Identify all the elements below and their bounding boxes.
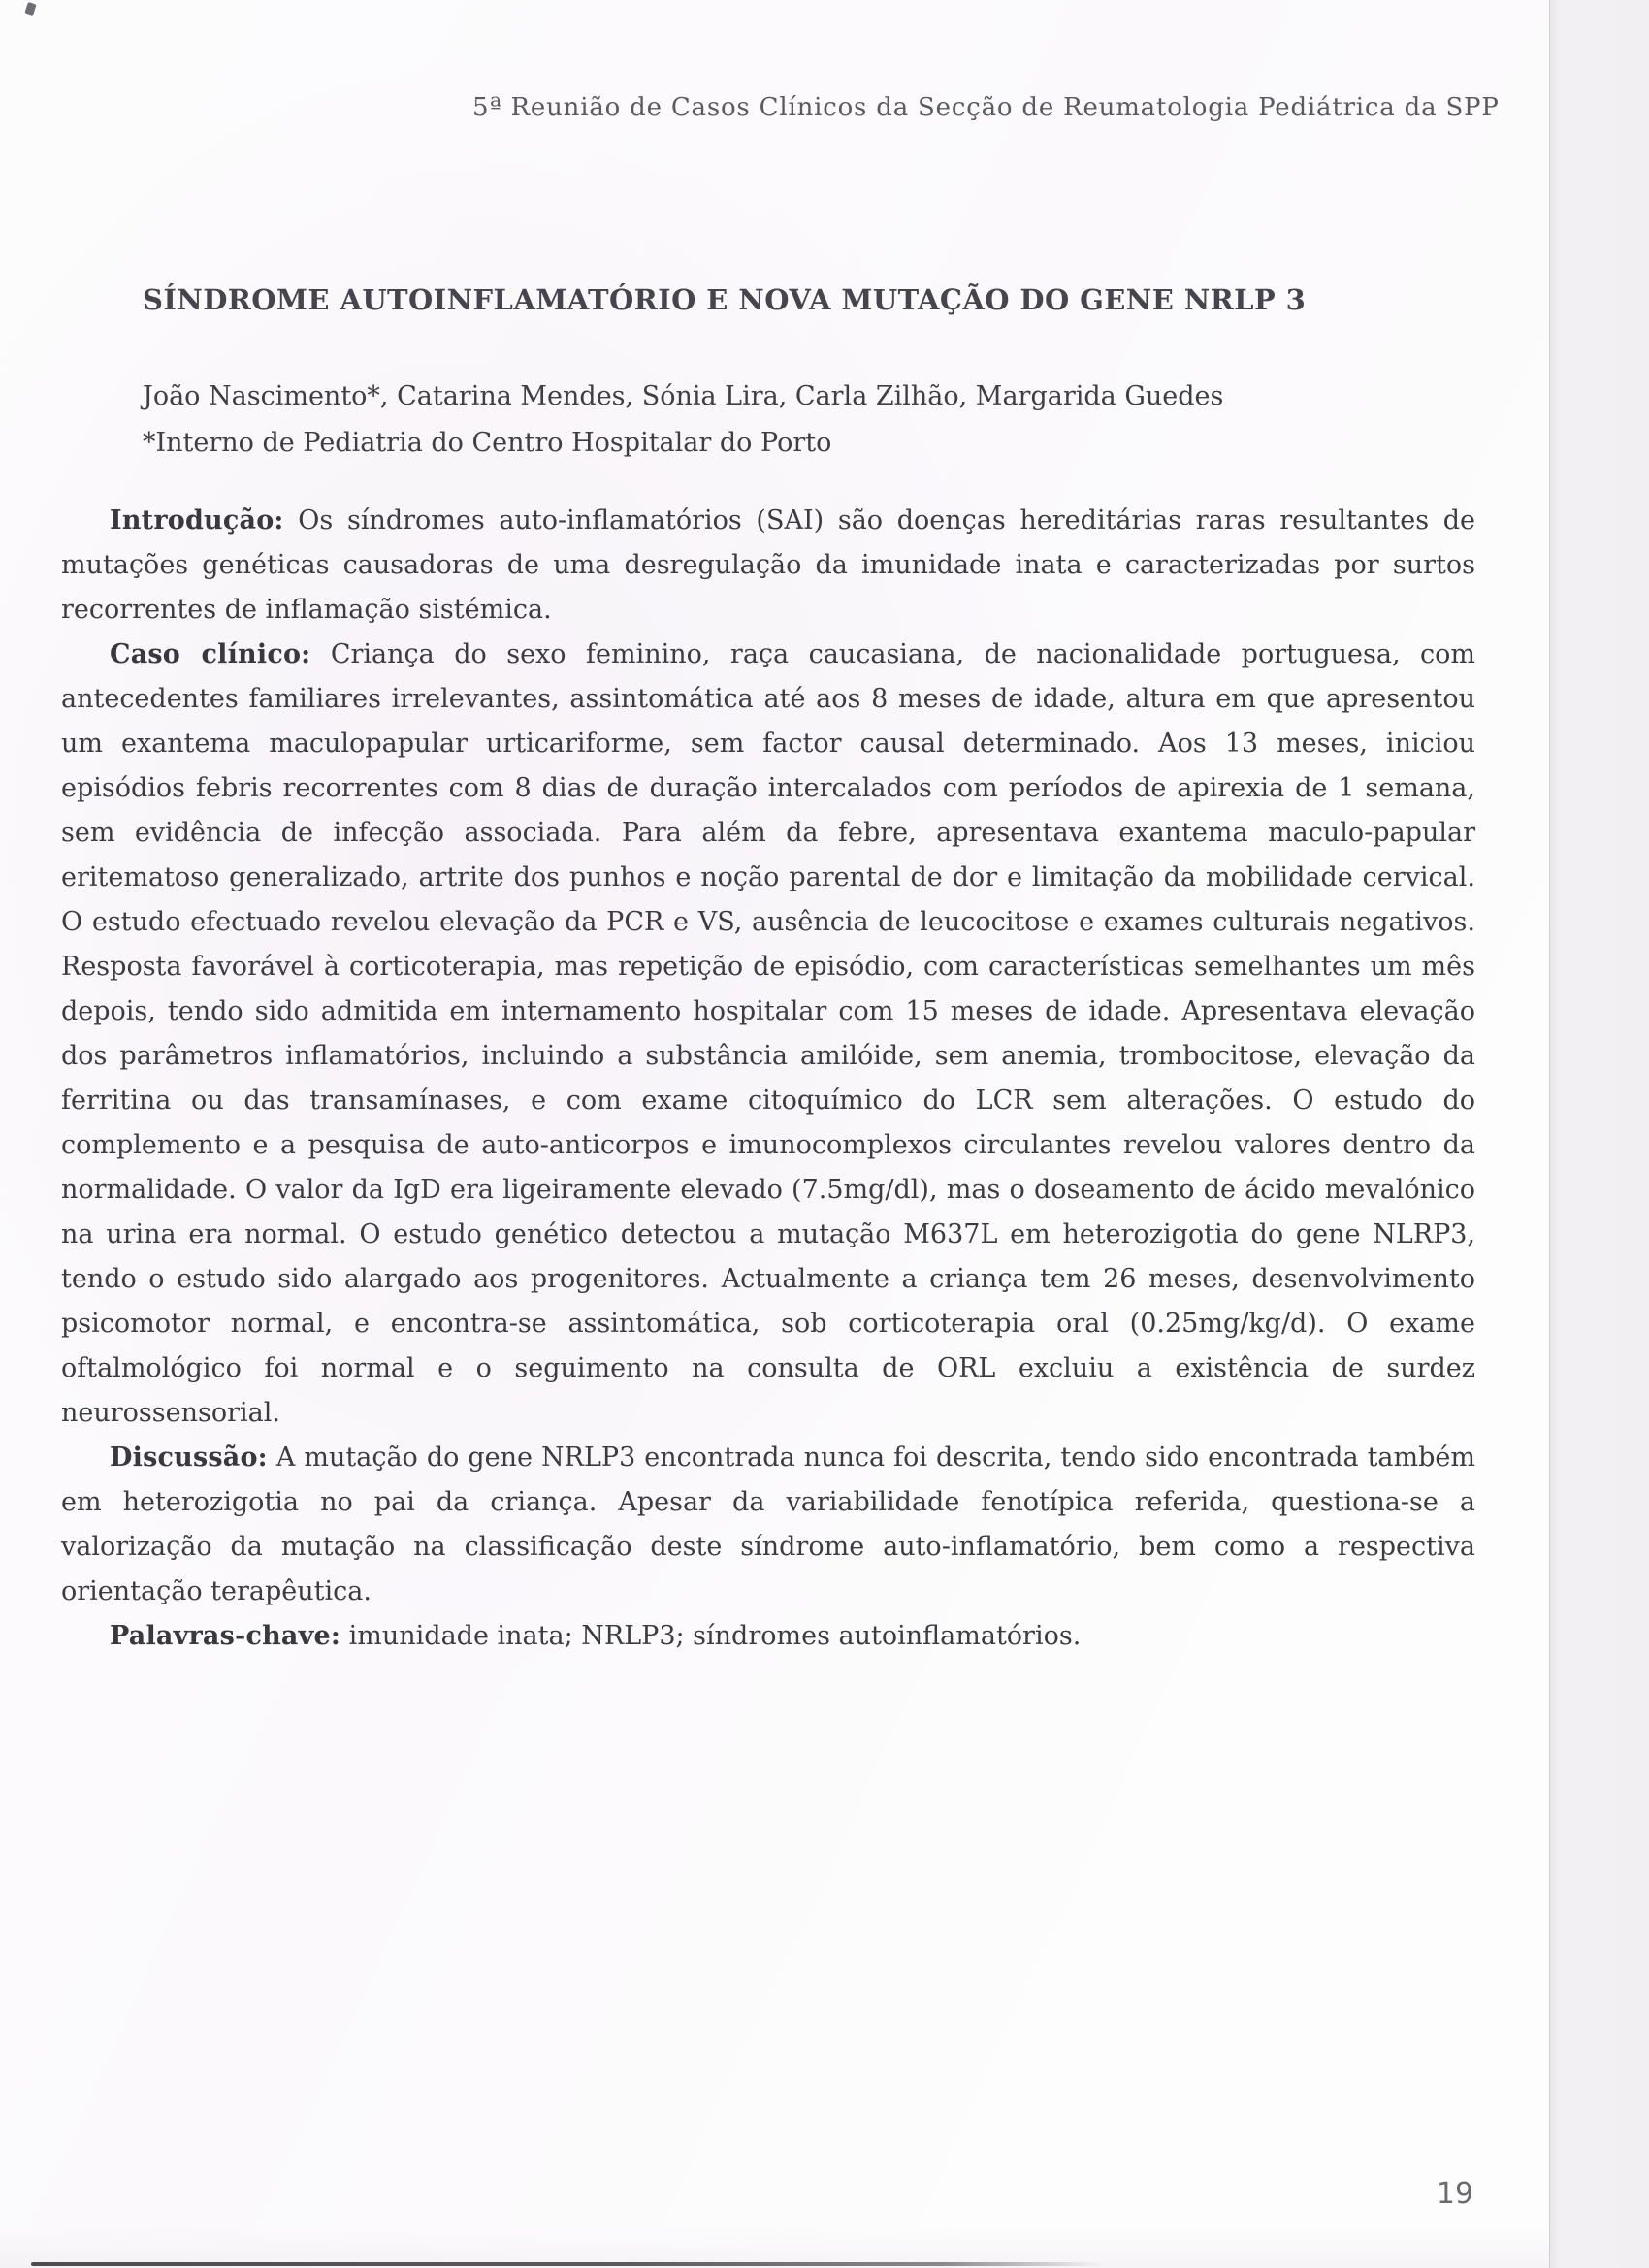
section-text-introducao: Os síndromes auto-inflamatórios (SAI) são doenças hereditárias raras resultantes de mutações genéticas causadoras de uma desregulação da imunidade inata e caracterizadas por surtos recorrentes de inflamação sistémica. [61, 505, 1475, 625]
scan-artifact-line [31, 2262, 1103, 2266]
abstract-body [61, 499, 1475, 1659]
paragraph-caso-clinico [61, 632, 1475, 1436]
paragraph-discussao [61, 1436, 1475, 1614]
affiliation-line: *Interno de Pediatria do Centro Hospitalar do Porto [143, 428, 832, 458]
authors-line: João Nascimento*, Catarina Mendes, Sónia Lira, Carla Zilhão, Margarida Guedes [143, 381, 1224, 411]
section-label-discussao: Discussão: [110, 1442, 268, 1473]
section-text-caso-clinico: Criança do sexo feminino, raça caucasiana, de nacionalidade portuguesa, com antecedentes familiares irrelevantes, assintomática até aos 8 meses de idade, altura em que apresentou um exantema maculopapular urticariforme, sem factor causal determinado. Aos 13 meses, iniciou episódios febris recorrentes com 8 dias de duração intercalados com períodos de apirexia de 1 semana, sem evidência de infecção associada. Para além da febre, apresentava exantema maculo-papular eritematoso generalizado, artrite dos punhos e noção parental de dor e limitação da mobilidade cervical. O estudo efectuado revelou elevação da PCR e VS, ausência de leucocitose e exames culturais negativos. Resposta favorável à corticoterapia, mas repetição de episódio, com características semelhantes um mês depois, tendo sido admitida em internamento hospitalar com 15 meses de idade. Apresentava elevação dos parâmetros inflamatórios, incluindo a substância amilóide, sem anemia, trombocitose, elevação da ferritina ou das transamínases, e com exame citoquímico do LCR sem alterações. O estudo do complemento e a pesquisa de auto-anticorpos e imunocomplexos circulantes revelou valores dentro da normalidade. O valor da IgD era ligeiramente elevado (7.5mg/dl), mas o doseamento de ácido mevalónico na urina era normal. O estudo genético detectou a mutação M637L em heterozigotia do gene NLRP3, tendo o estudo sido alargado aos progenitores. Actualmente a criança tem 26 meses, desenvolvimento psicomotor normal, e encontra-se assintomática, sob corticoterapia oral (0.25mg/kg/d). O exame oftalmológico foi normal e o seguimento na consulta de ORL excluiu a existência de surdez neurossensorial. [61, 639, 1476, 1428]
section-label-palavras-chave: Palavras-chave: [110, 1621, 341, 1651]
section-text-discussao: A mutação do gene NRLP3 encontrada nunca foi descrita, tendo sido encontrada também em heterozigotia no pai da criança. Apesar da variabilidade fenotípica referida, questiona-se a valorização da mutação na classificação deste síndrome auto-inflamatório, bem como a respectiva orientação terapêutica. [61, 1442, 1475, 1606]
section-text-palavras-chave: imunidade inata; NRLP3; síndromes autoinflamatórios. [348, 1621, 1082, 1651]
scan-artifact-speck [24, 2, 36, 16]
scan-page-edge [1549, 0, 1649, 2268]
paragraph-introducao [61, 499, 1475, 632]
page-number: 19 [1436, 2177, 1474, 2211]
paragraph-palavras-chave [61, 1614, 1475, 1659]
running-header: 5ª Reunião de Casos Clínicos da Secção de Reumatologia Pediátrica da SPP [472, 93, 1500, 122]
section-label-caso-clinico: Caso clínico: [110, 639, 311, 669]
abstract-title: SÍNDROME AUTOINFLAMATÓRIO E NOVA MUTAÇÃO DO GENE NRLP 3 [143, 283, 1307, 316]
section-label-introducao: Introdução: [110, 505, 284, 535]
